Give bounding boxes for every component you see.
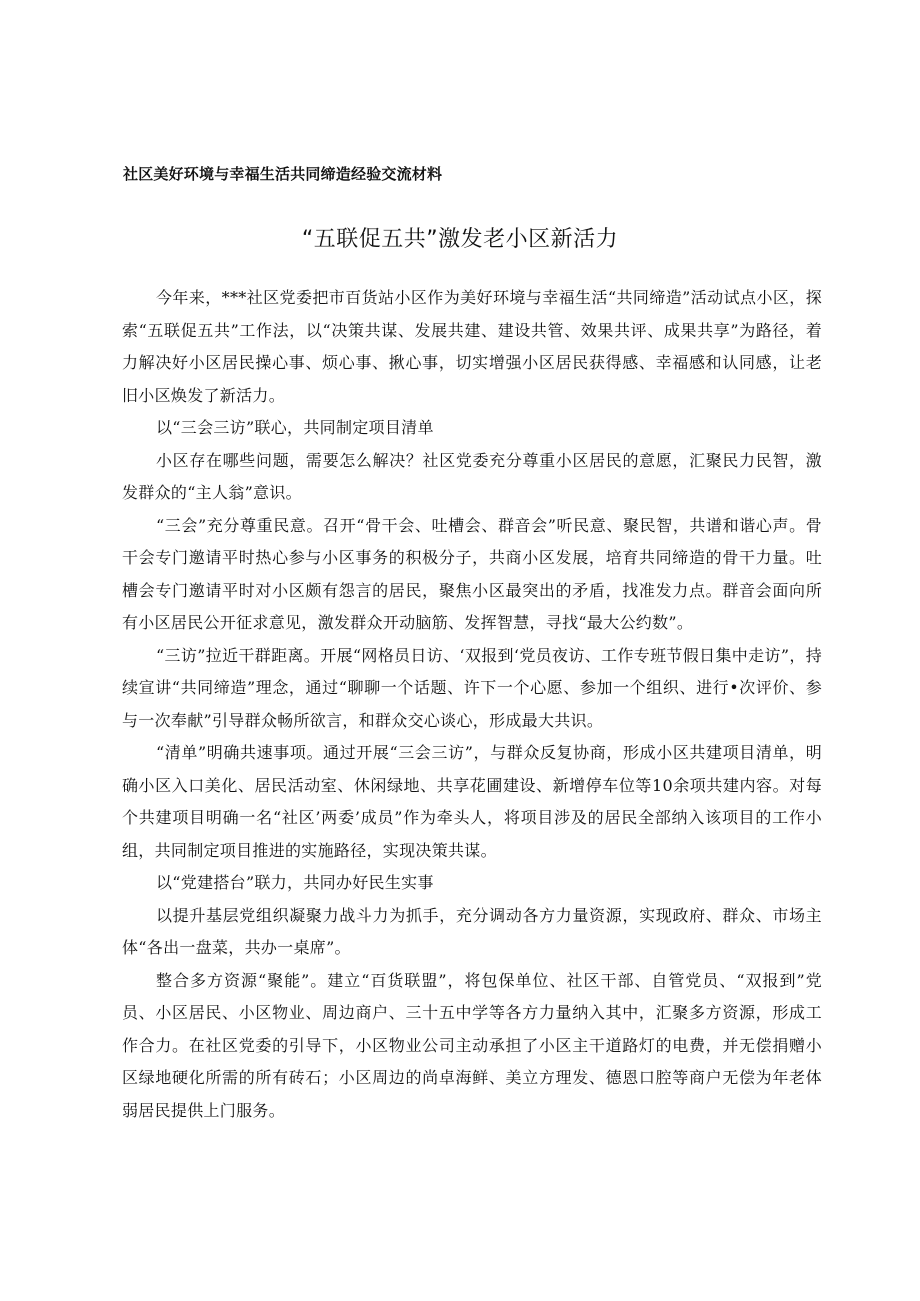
paragraph: 以提升基层党组织凝聚力战斗力为抓手，充分调动各方力量资源，实现政府、群众、市场主体“各出一盘菜，共办一桌席”。 <box>122 905 822 957</box>
paragraph: “三访”拉近干群距离。开展“网格员日访、‘双报到‘党员夜访、工作专班节假日集中走访”，持续宣讲“共同缔造”理念，通过“聊聊一个话题、许下一个心愿、参加一个组织、进行•次评价、参与一次奉献”引导群众畅所欲言，和群众交心谈心，形成最大共识。 <box>122 645 822 730</box>
section-heading-2: 以“党建搭台”联力，共同办好民生实事 <box>156 873 434 892</box>
paragraph-intro: 今年来，***社区党委把市百货站小区作为美好环境与幸福生活“共同缔造”活动试点小区，探索“五联促五共”工作法，以“决策共谋、发展共建、建设共管、效果共评、成果共享”为路径，着力解决好小区居民操心事、烦心事、揪心事，切实增强小区居民获得感、幸福感和认同感，让老旧小区焕发了新活力。 <box>122 288 822 405</box>
section-heading-1: 以“三会三访”联心，共同制定项目清单 <box>156 418 434 437</box>
paragraph: “清单”明确共速事项。通过开展“三会三访”，与群众反复协商，形成小区共建项目清单，明确小区入口美化、居民活动室、休闲绿地、共享花圃建设、新增停车位等10余项共建内容。对每个共建项目明确一名“社区’两委’成员”作为牵头人，将项目涉及的居民全部纳入该项目的工作小组，共同制定项目推进的实施路径，实现决策共谋。 <box>122 743 822 860</box>
document-label: 社区美好环境与幸福生活共同缔造经验交流材料 <box>123 165 443 183</box>
paragraph: 整合多方资源“聚能”。建立“百货联盟”，将包保单位、社区干部、自管党员、“双报到”党员、小区居民、小区物业、周边商户、三十五中学等各方力量纳入其中，汇聚多方资源，形成工作合力。在社区党委的引导下，小区物业公司主动承担了小区主干道路灯的电费，并无偿捐赠小区绿地硬化所需的所有砖石；小区周边的尚卓海鲜、美立方理发、德恩口腔等商户无偿为年老体弱居民提供上门服务。 <box>122 970 822 1120</box>
document-title: “五联促五共”激发老小区新活力 <box>301 227 619 252</box>
paragraph: “三会”充分尊重民意。召开“骨干会、吐槽会、群音会”听民意、聚民智，共谱和谐心声。骨干会专门邀请平时热心参与小区事务的积极分子，共商小区发展，培育共同缔造的骨干力量。吐槽会专门邀请平时对小区颇有怨言的居民，聚焦小区最突出的矛盾，找准发力点。群音会面向所有小区居民公开征求意见，激发群众开动脑筋、发挥智慧，寻找“最大公约数”。 <box>122 515 822 632</box>
paragraph: 小区存在哪些问题，需要怎么解决？社区党委充分尊重小区居民的意愿，汇聚民力民智，激发群众的“主人翁”意识。 <box>122 450 822 502</box>
document-body <box>122 282 822 1127</box>
